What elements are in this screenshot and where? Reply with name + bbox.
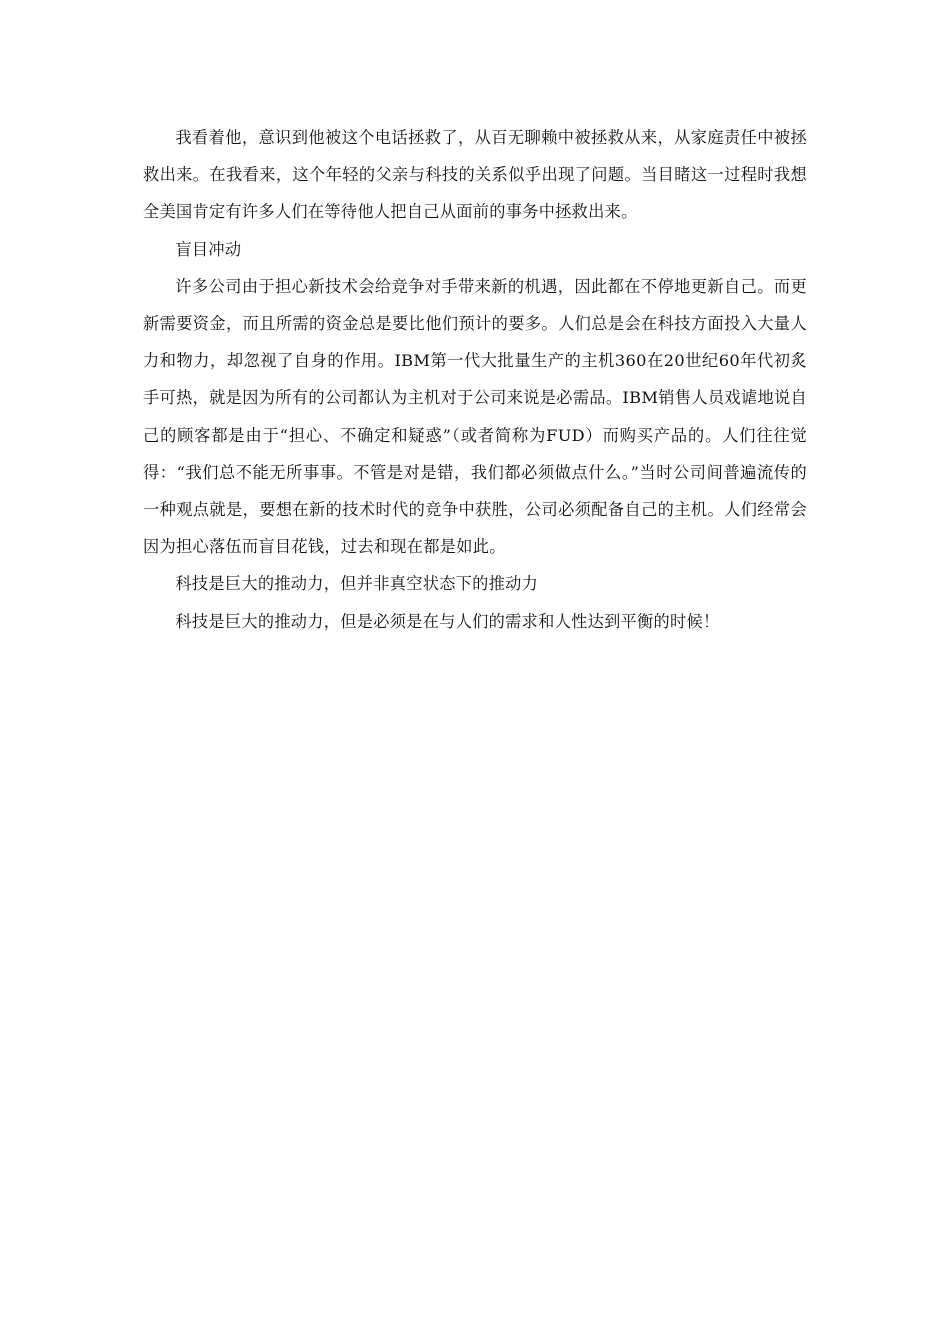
paragraph-technology-balance: 科技是巨大的推动力，但是必须是在与人们的需求和人性达到平衡的时候！ xyxy=(175,611,720,631)
paragraph-companies-fud: 许多公司由于担心新技术会给竞争对手带来新的机遇，因此都在不停地更新自己。而更新需要资金，而且所需的资金总是要比他们预计的要多。人们总是会在科技方面投入大量人力和物力，却忽视了自身的作用。IBM第一代大批量生产的主机360在20世纪60年代初炙手可热，就是因为所有的公司都认为主机对于公司来说是必需品。IBM销售人员戏谑地说自己的顾客都是由于“担心、不确定和疑惑”（或者简称为FUD）而购买产品的。人们往往觉得：“我们总不能无所事事。不管是对是错，我们都必须做点什么。”当时公司间普遍流传的一种观点就是，要想在新的技术时代的竞争中获胜，公司必须配备自己的主机。人们经常会因为担心落伍而盲目花钱，过去和现在都是如此。 xyxy=(143,276,807,557)
paragraph-rescued-by-phone: 我看着他，意识到他被这个电话拯救了，从百无聊赖中被拯救从来，从家庭责任中被拯救出来。在我看来，这个年轻的父亲与科技的关系似乎出现了问题。当目睹这一过程时我想全美国肯定有许多人们在等待他人把自己从面前的事务中拯救出来。 xyxy=(143,128,807,222)
section-heading-technology-driving-force: 科技是巨大的推动力，但并非真空状态下的推动力 xyxy=(175,574,539,594)
document-body xyxy=(143,119,807,640)
section-heading-blind-impulse: 盲目冲动 xyxy=(175,239,242,259)
